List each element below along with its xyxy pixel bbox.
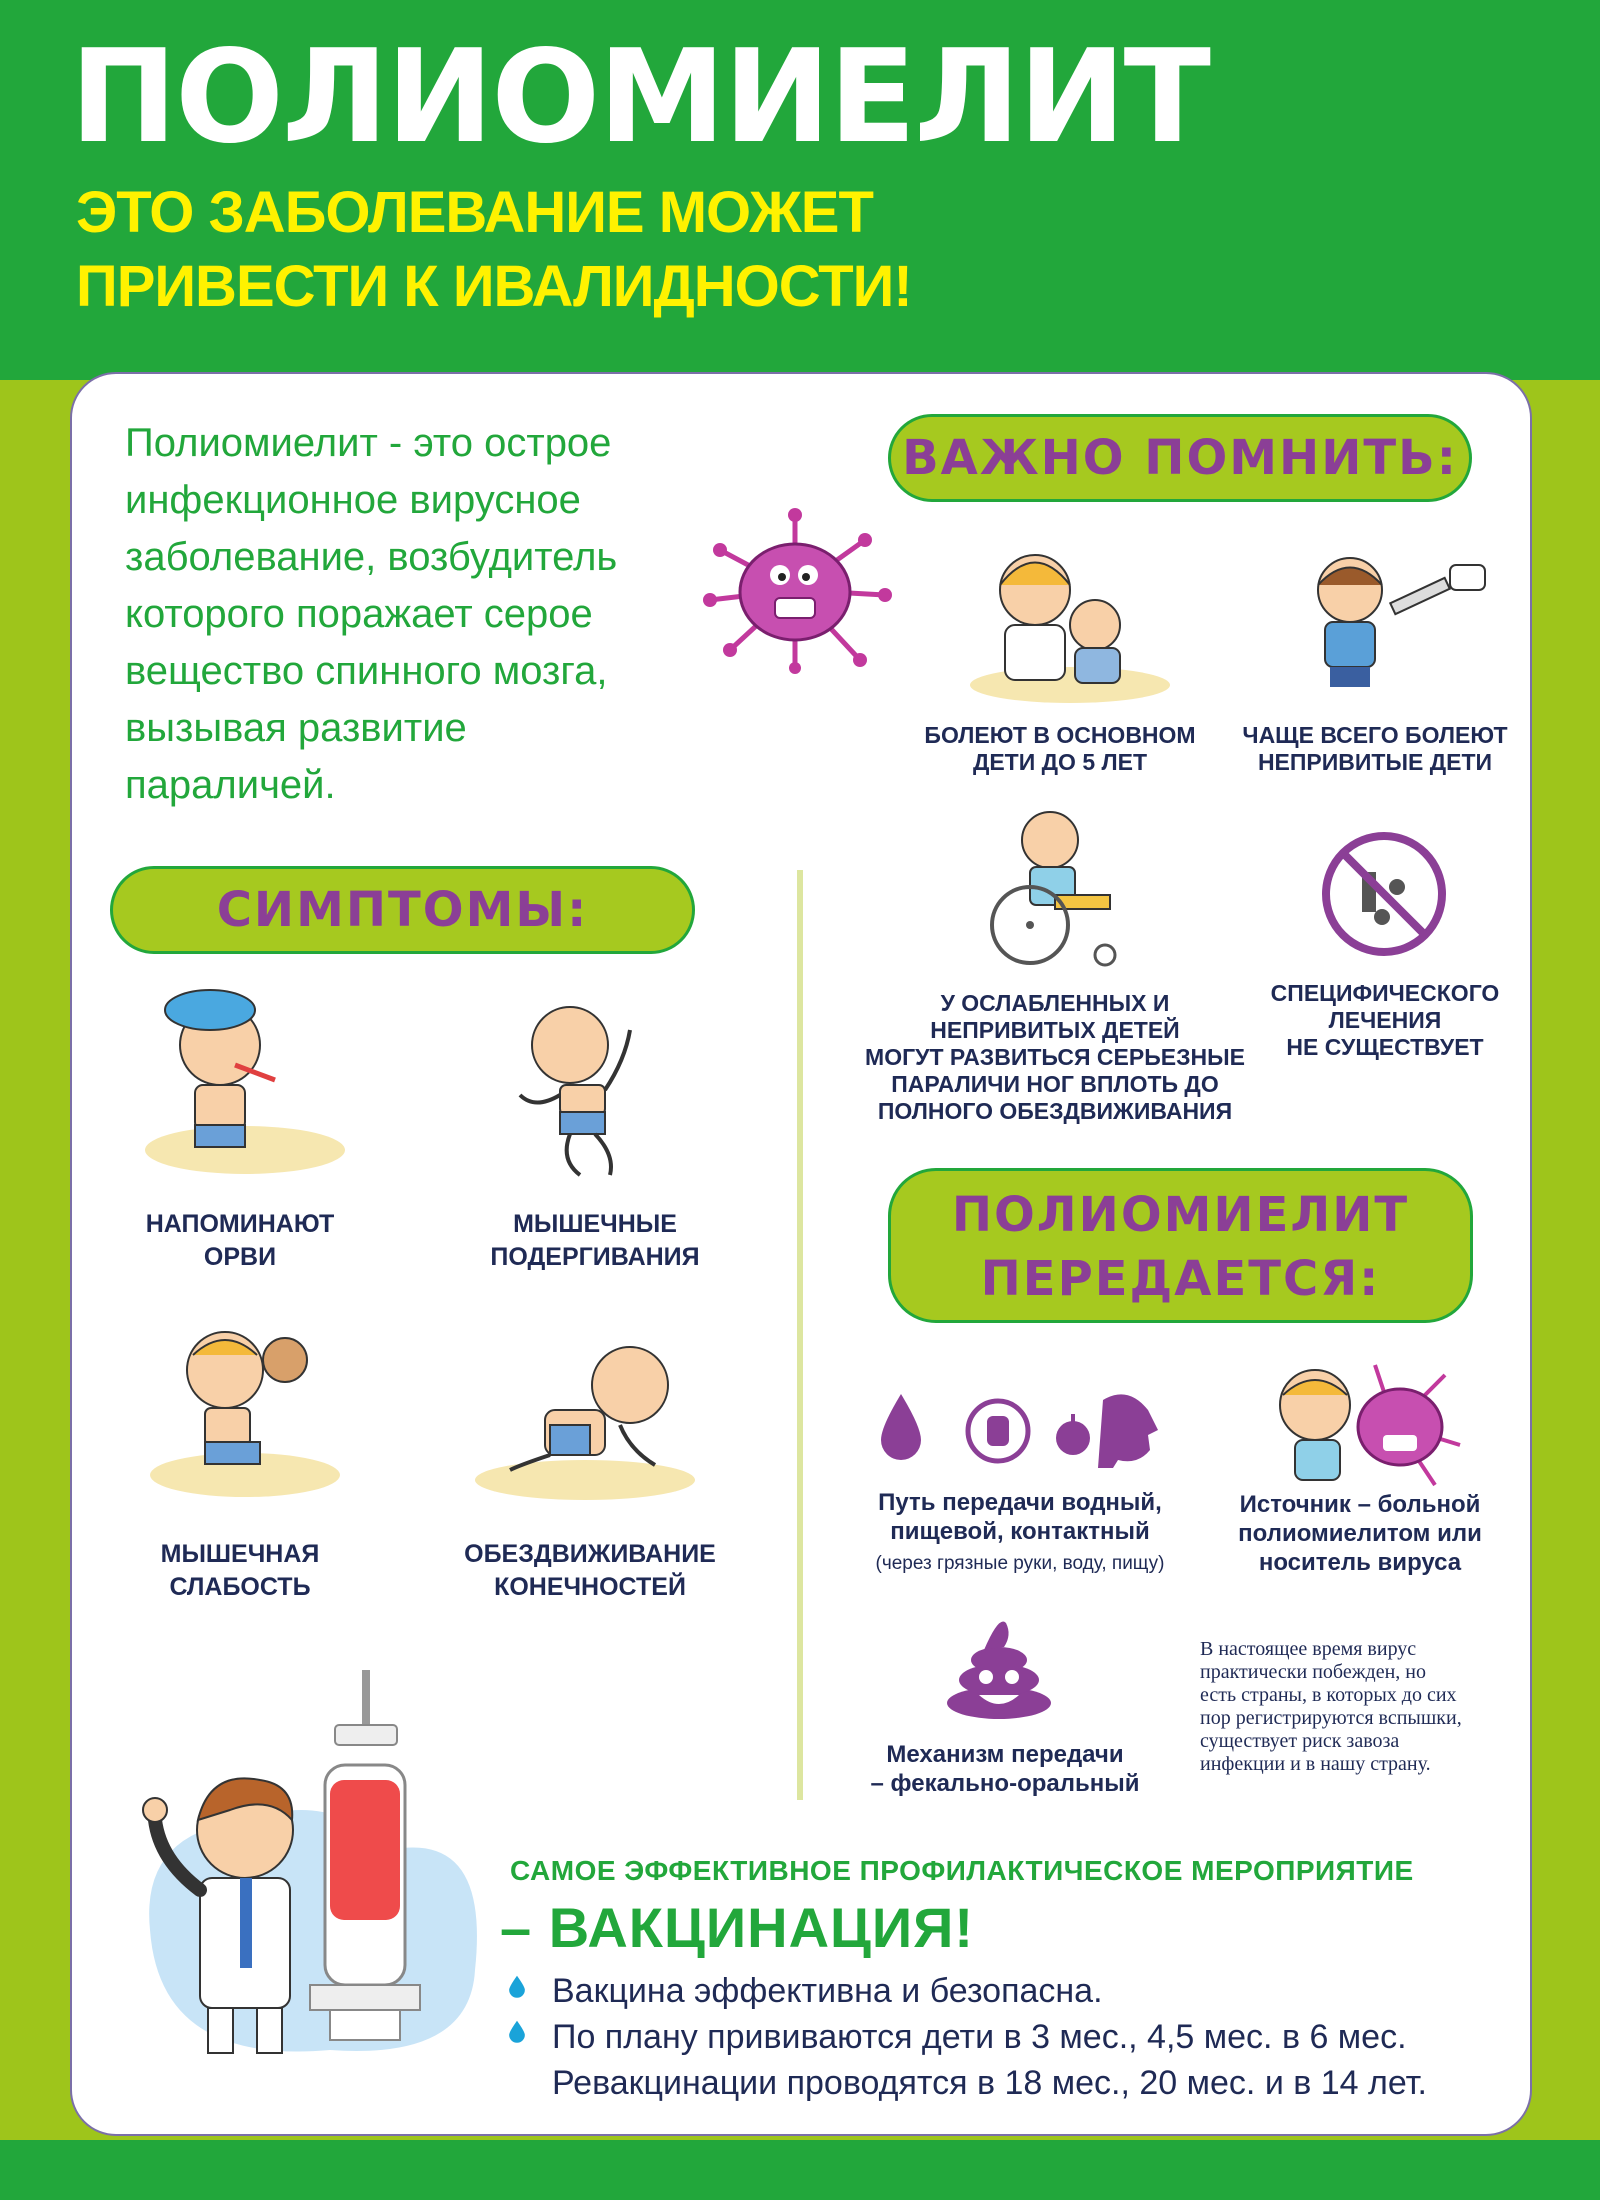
route-caption: Путь передачи водный, пищевой, контактный [878,1489,1162,1545]
symptoms-heading: СИМПТОМЫ: [110,866,695,954]
vaccination-headline: – ВАКЦИНАЦИЯ! [500,1896,975,1959]
page-subtitle: ЭТО ЗАБОЛЕВАНИЕ МОЖЕТ ПРИВЕСТИ К ИВАЛИДНОСТИ! [76,180,912,319]
symptom-caption-1: НАПОМИНАЮТ ОРВИ [145,1210,335,1271]
transmission-heading: ПОЛИОМИЕЛИТ ПЕРЕДАЕТСЯ: [888,1168,1473,1323]
page-title: ПОЛИОМИЕЛИТ [70,23,1209,172]
children-illustration [965,540,1175,705]
vaccination-lead: САМОЕ ЭФФЕКТИВНОЕ ПРОФИЛАКТИЧЕСКОЕ МЕРОПРИЯТИЕ [510,1855,1414,1886]
footer-band [0,2140,1600,2200]
water-drop-icon [876,1392,926,1462]
weak-child-illustration [145,1320,345,1500]
immobile-child-illustration [470,1340,700,1500]
stop-hand-icon [965,1398,1031,1464]
column-divider [797,870,803,1800]
wheelchair-child-illustration [975,805,1135,970]
no-medicine-icon [1322,832,1446,956]
twitching-child-illustration [510,1000,650,1180]
source-caption: Источник – больной полиомиелитом или носитель вируса [1238,1491,1482,1576]
doctor-syringe-illustration [130,1670,500,2060]
bullet-drop-icon [508,1975,526,1997]
vaccination-bullet-2: По плану прививаются дети в 3 мес., 4,5 мес. в 6 мес. Ревакцинации проводятся в 18 мес., 20 мес. и в 14 лет. [552,2018,1427,2102]
symptom-caption-2: МЫШЕЧНЫЕ ПОДЕРГИВАНИЯ [490,1210,700,1271]
poop-icon [944,1615,1054,1720]
vaccination-bullet-1: Вакцина эффективна и безопасна. [552,1972,1103,2010]
important-caption-2: ЧАЩЕ ВСЕГО БОЛЕЮТ НЕПРИВИТЫЕ ДЕТИ [1242,722,1508,775]
virus-illustration [700,510,890,670]
situation-note: В настоящее время вирус практически побежден, но есть страны, в которых до сих пор регистрируются вспышки, существует риск завоза инфекции и в нашу страну. [1200,1638,1462,1775]
bullet-drop-icon [508,2020,526,2042]
child-with-virus-illustration [1265,1355,1465,1495]
important-heading: ВАЖНО ПОМНИТЬ: [888,414,1472,502]
intro-text: Полиомиелит - это острое инфекционное вирусное заболевание, возбудитель которого поражает серое вещество спинного мозга, вызывая развитие параличей. [125,421,618,807]
important-caption-1: БОЛЕЮТ В ОСНОВНОМ ДЕТИ ДО 5 ЛЕТ [924,722,1196,775]
important-caption-3: У ОСЛАБЛЕННЫХ И НЕПРИВИТЫХ ДЕТЕЙ МОГУТ РАЗВИТЬСЯ СЕРЬЕЗНЫЕ ПАРАЛИЧИ НОГ ВПЛОТЬ ДО ПОЛНОГО ОБЕЗДВИЖИВАНИЯ [865,990,1245,1124]
injection-child-illustration [1290,545,1490,695]
important-caption-4: СПЕЦИФИЧЕСКОГО ЛЕЧЕНИЯ НЕ СУЩЕСТВУЕТ [1270,980,1500,1060]
mechanism-caption: Механизм передачи – фекально-оральный [870,1741,1140,1797]
mouth-profile-icon [1098,1390,1163,1468]
fever-child-illustration [140,990,360,1180]
symptom-caption-4: ОБЕЗДВИЖИВАНИЕ КОНЕЧНОСТЕЙ [464,1540,716,1601]
symptom-caption-3: МЫШЕЧНАЯ СЛАБОСТЬ [160,1540,320,1601]
route-note: (через грязные руки, воду, пищу) [875,1553,1165,1574]
apple-icon [1053,1412,1093,1456]
